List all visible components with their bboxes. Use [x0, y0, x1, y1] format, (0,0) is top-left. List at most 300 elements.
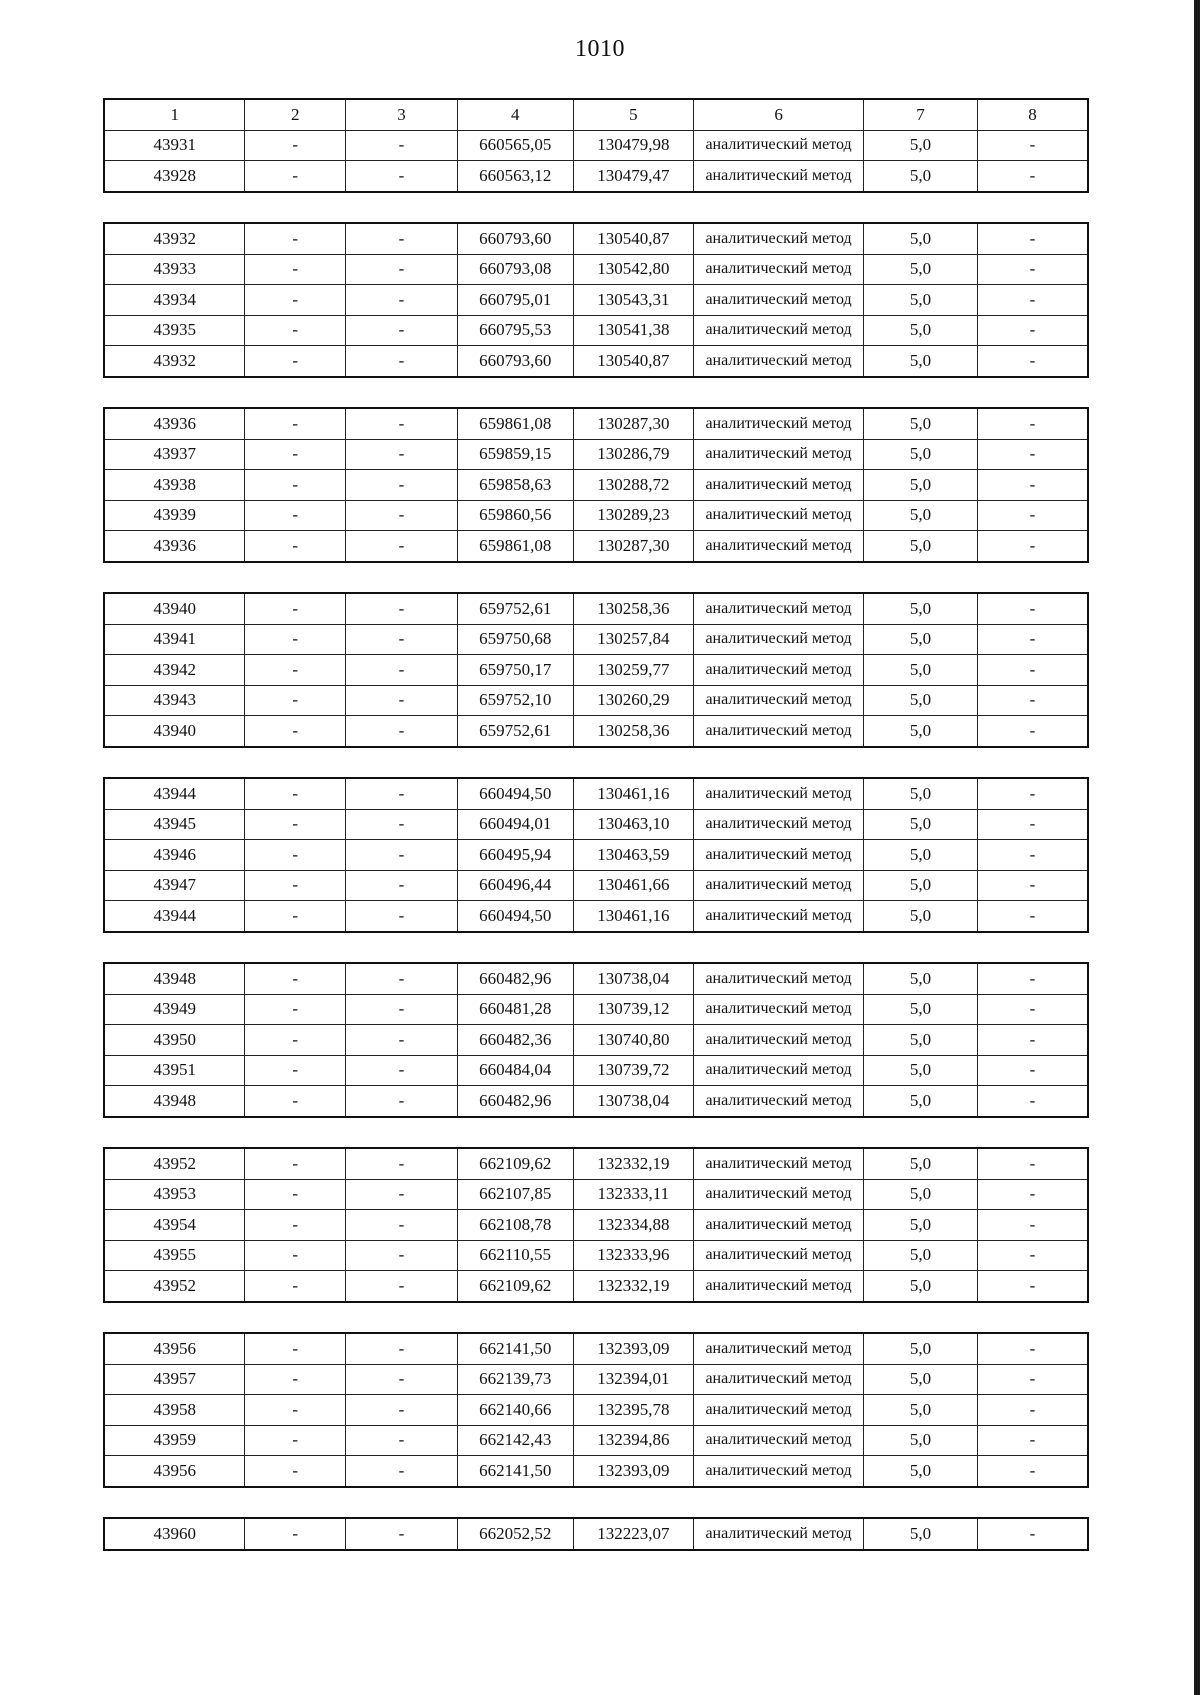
table-cell-col2: - — [245, 439, 346, 470]
table-cell-col7: 5,0 — [864, 994, 978, 1025]
table-cell-col5: 130287,30 — [573, 531, 693, 562]
table-cell-col3: - — [346, 1271, 458, 1302]
table-cell-col6: аналитический метод — [694, 408, 864, 439]
table-cell-col7: 5,0 — [864, 1395, 978, 1426]
table-cell-col4: 659861,08 — [457, 531, 573, 562]
coordinates-group — [103, 98, 1089, 193]
table-cell-col8: - — [977, 840, 1088, 871]
table-cell-col7: 5,0 — [864, 901, 978, 932]
table-row — [104, 901, 1088, 932]
table-row — [104, 1148, 1088, 1179]
table-cell-col1: 43950 — [104, 1025, 245, 1056]
table-cell-col3: - — [346, 901, 458, 932]
table-cell-col4: 662108,78 — [457, 1210, 573, 1241]
table-cell-col8: - — [977, 1025, 1088, 1056]
table-row — [104, 1210, 1088, 1241]
table-cell-col8: - — [977, 901, 1088, 932]
coordinates-group — [103, 1332, 1089, 1488]
table-cell-col7: 5,0 — [864, 655, 978, 686]
table-cell-col1: 43946 — [104, 840, 245, 871]
table-cell-col8: - — [977, 315, 1088, 346]
table-cell-col5: 130461,16 — [573, 778, 693, 809]
table-cell-col3: - — [346, 840, 458, 871]
table-cell-col1: 43938 — [104, 470, 245, 501]
table-cell-col7: 5,0 — [864, 685, 978, 716]
column-header-8: 8 — [977, 99, 1088, 130]
table-cell-col7: 5,0 — [864, 315, 978, 346]
table-cell-col6: аналитический метод — [694, 1271, 864, 1302]
table-cell-col4: 659858,63 — [457, 470, 573, 501]
table-cell-col4: 660563,12 — [457, 161, 573, 192]
table-cell-col5: 130541,38 — [573, 315, 693, 346]
table-row — [104, 408, 1088, 439]
table-cell-col1: 43952 — [104, 1271, 245, 1302]
table-cell-col1: 43954 — [104, 1210, 245, 1241]
table-cell-col2: - — [245, 778, 346, 809]
table-cell-col5: 132223,07 — [573, 1518, 693, 1550]
table-row — [104, 470, 1088, 501]
table-cell-col5: 130738,04 — [573, 1086, 693, 1117]
table-cell-col8: - — [977, 1456, 1088, 1487]
table-row — [104, 223, 1088, 254]
table-cell-col2: - — [245, 1086, 346, 1117]
table-cell-col1: 43958 — [104, 1395, 245, 1426]
table-header-row — [104, 99, 1088, 130]
table-cell-col7: 5,0 — [864, 1086, 978, 1117]
table-cell-col5: 130740,80 — [573, 1025, 693, 1056]
table-cell-col6: аналитический метод — [694, 994, 864, 1025]
table-cell-col8: - — [977, 1425, 1088, 1456]
table-cell-col8: - — [977, 285, 1088, 316]
table-cell-col2: - — [245, 130, 346, 161]
table-cell-col4: 660482,96 — [457, 1086, 573, 1117]
table-cell-col4: 662140,66 — [457, 1395, 573, 1426]
table-cell-col7: 5,0 — [864, 1179, 978, 1210]
table-row — [104, 1333, 1088, 1364]
table-cell-col5: 132394,86 — [573, 1425, 693, 1456]
table-cell-col3: - — [346, 285, 458, 316]
table-cell-col8: - — [977, 655, 1088, 686]
table-row — [104, 1240, 1088, 1271]
table-cell-col1: 43948 — [104, 1086, 245, 1117]
table-cell-col7: 5,0 — [864, 716, 978, 747]
table-cell-col1: 43936 — [104, 531, 245, 562]
coordinates-group — [103, 1147, 1089, 1303]
table-cell-col5: 130259,77 — [573, 655, 693, 686]
table-cell-col5: 130461,66 — [573, 870, 693, 901]
table-row — [104, 963, 1088, 994]
table-cell-col1: 43944 — [104, 778, 245, 809]
table-row — [104, 500, 1088, 531]
table-cell-col8: - — [977, 408, 1088, 439]
table-cell-col5: 132333,96 — [573, 1240, 693, 1271]
table-cell-col1: 43941 — [104, 624, 245, 655]
table-cell-col7: 5,0 — [864, 1210, 978, 1241]
table-cell-col5: 130543,31 — [573, 285, 693, 316]
table-cell-col4: 660793,60 — [457, 346, 573, 377]
table-cell-col2: - — [245, 531, 346, 562]
table-cell-col5: 132334,88 — [573, 1210, 693, 1241]
table-cell-col3: - — [346, 1333, 458, 1364]
table-cell-col5: 130739,72 — [573, 1055, 693, 1086]
table-cell-col3: - — [346, 315, 458, 346]
table-cell-col2: - — [245, 1364, 346, 1395]
table-row — [104, 1456, 1088, 1487]
column-header-6: 6 — [694, 99, 864, 130]
table-cell-col4: 659752,61 — [457, 716, 573, 747]
table-cell-col4: 660494,50 — [457, 901, 573, 932]
coordinates-table — [103, 98, 1089, 193]
table-cell-col6: аналитический метод — [694, 1086, 864, 1117]
table-cell-col8: - — [977, 870, 1088, 901]
table-cell-col5: 132394,01 — [573, 1364, 693, 1395]
table-cell-col6: аналитический метод — [694, 531, 864, 562]
table-row — [104, 624, 1088, 655]
table-cell-col3: - — [346, 1395, 458, 1426]
table-cell-col3: - — [346, 685, 458, 716]
table-cell-col8: - — [977, 1240, 1088, 1271]
table-cell-col6: аналитический метод — [694, 1148, 864, 1179]
table-cell-col1: 43951 — [104, 1055, 245, 1086]
column-header-5: 5 — [573, 99, 693, 130]
table-cell-col8: - — [977, 439, 1088, 470]
table-row — [104, 1364, 1088, 1395]
table-cell-col1: 43928 — [104, 161, 245, 192]
table-row — [104, 1271, 1088, 1302]
table-cell-col6: аналитический метод — [694, 809, 864, 840]
table-cell-col1: 43940 — [104, 716, 245, 747]
table-cell-col8: - — [977, 531, 1088, 562]
table-cell-col4: 659861,08 — [457, 408, 573, 439]
table-cell-col4: 660494,01 — [457, 809, 573, 840]
table-cell-col6: аналитический метод — [694, 1518, 864, 1550]
table-cell-col1: 43955 — [104, 1240, 245, 1271]
table-cell-col3: - — [346, 408, 458, 439]
table-cell-col1: 43959 — [104, 1425, 245, 1456]
coordinates-group — [103, 777, 1089, 933]
table-cell-col7: 5,0 — [864, 223, 978, 254]
table-row — [104, 840, 1088, 871]
table-row — [104, 346, 1088, 377]
coordinates-table — [103, 407, 1089, 563]
table-cell-col7: 5,0 — [864, 346, 978, 377]
table-cell-col2: - — [245, 1271, 346, 1302]
table-cell-col6: аналитический метод — [694, 685, 864, 716]
table-cell-col2: - — [245, 1025, 346, 1056]
table-cell-col5: 132393,09 — [573, 1456, 693, 1487]
table-cell-col3: - — [346, 1364, 458, 1395]
table-cell-col6: аналитический метод — [694, 439, 864, 470]
table-cell-col8: - — [977, 1364, 1088, 1395]
table-cell-col2: - — [245, 1333, 346, 1364]
table-cell-col2: - — [245, 1210, 346, 1241]
table-cell-col1: 43935 — [104, 315, 245, 346]
table-cell-col3: - — [346, 1456, 458, 1487]
table-cell-col3: - — [346, 1055, 458, 1086]
table-cell-col8: - — [977, 470, 1088, 501]
coordinates-group — [103, 1517, 1089, 1551]
column-header-3: 3 — [346, 99, 458, 130]
coordinates-group — [103, 222, 1089, 378]
table-cell-col7: 5,0 — [864, 1425, 978, 1456]
table-cell-col1: 43948 — [104, 963, 245, 994]
table-cell-col7: 5,0 — [864, 254, 978, 285]
table-cell-col2: - — [245, 500, 346, 531]
table-cell-col7: 5,0 — [864, 130, 978, 161]
table-row — [104, 994, 1088, 1025]
table-cell-col3: - — [346, 1179, 458, 1210]
table-cell-col5: 130288,72 — [573, 470, 693, 501]
table-cell-col1: 43944 — [104, 901, 245, 932]
table-row — [104, 685, 1088, 716]
table-cell-col3: - — [346, 223, 458, 254]
table-cell-col6: аналитический метод — [694, 346, 864, 377]
coordinates-table — [103, 962, 1089, 1118]
table-cell-col6: аналитический метод — [694, 1210, 864, 1241]
table-cell-col4: 662109,62 — [457, 1148, 573, 1179]
table-cell-col1: 43937 — [104, 439, 245, 470]
table-cell-col6: аналитический метод — [694, 1456, 864, 1487]
table-cell-col4: 660565,05 — [457, 130, 573, 161]
table-cell-col3: - — [346, 1210, 458, 1241]
table-cell-col1: 43932 — [104, 346, 245, 377]
table-cell-col8: - — [977, 1210, 1088, 1241]
table-cell-col4: 660795,01 — [457, 285, 573, 316]
scan-edge — [1194, 0, 1200, 1695]
table-cell-col4: 660793,08 — [457, 254, 573, 285]
table-cell-col1: 43932 — [104, 223, 245, 254]
table-cell-col1: 43960 — [104, 1518, 245, 1550]
table-row — [104, 315, 1088, 346]
table-cell-col5: 132333,11 — [573, 1179, 693, 1210]
table-cell-col3: - — [346, 870, 458, 901]
table-cell-col6: аналитический метод — [694, 1425, 864, 1456]
table-cell-col7: 5,0 — [864, 778, 978, 809]
table-cell-col4: 660496,44 — [457, 870, 573, 901]
table-cell-col6: аналитический метод — [694, 470, 864, 501]
table-cell-col4: 659859,15 — [457, 439, 573, 470]
table-cell-col3: - — [346, 161, 458, 192]
column-header-4: 4 — [457, 99, 573, 130]
table-cell-col4: 660495,94 — [457, 840, 573, 871]
table-cell-col5: 130286,79 — [573, 439, 693, 470]
coordinates-table — [103, 1517, 1089, 1551]
table-cell-col8: - — [977, 223, 1088, 254]
table-cell-col2: - — [245, 655, 346, 686]
table-cell-col8: - — [977, 994, 1088, 1025]
table-cell-col7: 5,0 — [864, 840, 978, 871]
table-cell-col2: - — [245, 1240, 346, 1271]
table-cell-col8: - — [977, 1179, 1088, 1210]
table-cell-col5: 132395,78 — [573, 1395, 693, 1426]
table-cell-col7: 5,0 — [864, 470, 978, 501]
table-cell-col3: - — [346, 254, 458, 285]
table-cell-col1: 43945 — [104, 809, 245, 840]
table-cell-col1: 43947 — [104, 870, 245, 901]
table-cell-col8: - — [977, 1055, 1088, 1086]
table-cell-col1: 43953 — [104, 1179, 245, 1210]
table-cell-col6: аналитический метод — [694, 963, 864, 994]
table-row — [104, 778, 1088, 809]
table-cell-col6: аналитический метод — [694, 593, 864, 624]
coordinates-table — [103, 1332, 1089, 1488]
table-cell-col5: 130540,87 — [573, 223, 693, 254]
table-cell-col7: 5,0 — [864, 1333, 978, 1364]
table-cell-col1: 43931 — [104, 130, 245, 161]
table-cell-col7: 5,0 — [864, 1055, 978, 1086]
table-cell-col2: - — [245, 870, 346, 901]
table-cell-col5: 130258,36 — [573, 716, 693, 747]
table-cell-col3: - — [346, 1086, 458, 1117]
table-cell-col4: 659750,68 — [457, 624, 573, 655]
table-cell-col1: 43952 — [104, 1148, 245, 1179]
table-cell-col3: - — [346, 994, 458, 1025]
table-row — [104, 285, 1088, 316]
table-cell-col1: 43942 — [104, 655, 245, 686]
table-cell-col5: 130542,80 — [573, 254, 693, 285]
table-cell-col5: 132332,19 — [573, 1148, 693, 1179]
table-cell-col8: - — [977, 716, 1088, 747]
table-row — [104, 716, 1088, 747]
table-cell-col3: - — [346, 624, 458, 655]
table-cell-col5: 130258,36 — [573, 593, 693, 624]
table-cell-col3: - — [346, 1518, 458, 1550]
table-cell-col4: 659750,17 — [457, 655, 573, 686]
table-cell-col6: аналитический метод — [694, 1025, 864, 1056]
coordinates-table — [103, 222, 1089, 378]
table-cell-col3: - — [346, 500, 458, 531]
table-cell-col2: - — [245, 809, 346, 840]
coordinates-group — [103, 407, 1089, 563]
table-cell-col5: 132332,19 — [573, 1271, 693, 1302]
table-cell-col8: - — [977, 1395, 1088, 1426]
table-cell-col8: - — [977, 1148, 1088, 1179]
table-cell-col4: 659752,61 — [457, 593, 573, 624]
table-row — [104, 161, 1088, 192]
table-cell-col5: 130540,87 — [573, 346, 693, 377]
table-cell-col1: 43934 — [104, 285, 245, 316]
table-cell-col7: 5,0 — [864, 1240, 978, 1271]
table-cell-col4: 660795,53 — [457, 315, 573, 346]
table-cell-col4: 660494,50 — [457, 778, 573, 809]
table-cell-col6: аналитический метод — [694, 130, 864, 161]
table-cell-col6: аналитический метод — [694, 223, 864, 254]
table-cell-col6: аналитический метод — [694, 315, 864, 346]
table-cell-col2: - — [245, 223, 346, 254]
table-cell-col4: 660481,28 — [457, 994, 573, 1025]
table-cell-col1: 43949 — [104, 994, 245, 1025]
table-cell-col8: - — [977, 130, 1088, 161]
table-row — [104, 1086, 1088, 1117]
table-cell-col8: - — [977, 346, 1088, 377]
table-cell-col7: 5,0 — [864, 963, 978, 994]
table-cell-col8: - — [977, 593, 1088, 624]
table-cell-col4: 662141,50 — [457, 1456, 573, 1487]
coordinates-table — [103, 1147, 1089, 1303]
table-cell-col1: 43956 — [104, 1456, 245, 1487]
table-cell-col2: - — [245, 1518, 346, 1550]
table-cell-col4: 662139,73 — [457, 1364, 573, 1395]
table-cell-col7: 5,0 — [864, 408, 978, 439]
table-cell-col3: - — [346, 1425, 458, 1456]
table-row — [104, 870, 1088, 901]
table-cell-col6: аналитический метод — [694, 901, 864, 932]
table-row — [104, 593, 1088, 624]
table-cell-col3: - — [346, 439, 458, 470]
table-cell-col3: - — [346, 655, 458, 686]
table-cell-col8: - — [977, 1518, 1088, 1550]
table-cell-col5: 130479,98 — [573, 130, 693, 161]
table-cell-col7: 5,0 — [864, 1025, 978, 1056]
table-cell-col5: 130738,04 — [573, 963, 693, 994]
table-cell-col7: 5,0 — [864, 285, 978, 316]
table-cell-col1: 43956 — [104, 1333, 245, 1364]
table-cell-col3: - — [346, 531, 458, 562]
table-cell-col5: 130260,29 — [573, 685, 693, 716]
column-header-2: 2 — [245, 99, 346, 130]
table-cell-col2: - — [245, 840, 346, 871]
table-cell-col1: 43940 — [104, 593, 245, 624]
table-cell-col7: 5,0 — [864, 1456, 978, 1487]
table-cell-col3: - — [346, 593, 458, 624]
table-cell-col3: - — [346, 1240, 458, 1271]
table-row — [104, 1179, 1088, 1210]
table-cell-col6: аналитический метод — [694, 1179, 864, 1210]
table-cell-col6: аналитический метод — [694, 161, 864, 192]
coordinates-table-list — [103, 98, 1089, 1580]
coordinates-group — [103, 962, 1089, 1118]
table-cell-col2: - — [245, 1425, 346, 1456]
table-cell-col7: 5,0 — [864, 161, 978, 192]
table-cell-col1: 43943 — [104, 685, 245, 716]
table-cell-col3: - — [346, 716, 458, 747]
table-cell-col7: 5,0 — [864, 870, 978, 901]
table-cell-col8: - — [977, 161, 1088, 192]
table-cell-col5: 130287,30 — [573, 408, 693, 439]
table-cell-col6: аналитический метод — [694, 1240, 864, 1271]
coordinates-table — [103, 592, 1089, 748]
table-cell-col5: 130463,59 — [573, 840, 693, 871]
table-cell-col2: - — [245, 963, 346, 994]
table-cell-col1: 43936 — [104, 408, 245, 439]
table-cell-col6: аналитический метод — [694, 870, 864, 901]
table-cell-col4: 662109,62 — [457, 1271, 573, 1302]
table-cell-col8: - — [977, 963, 1088, 994]
table-cell-col2: - — [245, 470, 346, 501]
table-row — [104, 1425, 1088, 1456]
table-row — [104, 1518, 1088, 1550]
table-row — [104, 1025, 1088, 1056]
table-row — [104, 130, 1088, 161]
table-row — [104, 254, 1088, 285]
table-cell-col8: - — [977, 809, 1088, 840]
table-cell-col6: аналитический метод — [694, 624, 864, 655]
table-cell-col8: - — [977, 1271, 1088, 1302]
table-cell-col2: - — [245, 994, 346, 1025]
table-cell-col6: аналитический метод — [694, 1333, 864, 1364]
table-cell-col2: - — [245, 716, 346, 747]
table-cell-col3: - — [346, 963, 458, 994]
table-row — [104, 531, 1088, 562]
table-cell-col4: 662052,52 — [457, 1518, 573, 1550]
table-cell-col4: 660484,04 — [457, 1055, 573, 1086]
table-cell-col7: 5,0 — [864, 1148, 978, 1179]
table-cell-col5: 130461,16 — [573, 901, 693, 932]
table-cell-col2: - — [245, 1148, 346, 1179]
table-row — [104, 809, 1088, 840]
table-cell-col6: аналитический метод — [694, 655, 864, 686]
table-cell-col5: 130257,84 — [573, 624, 693, 655]
